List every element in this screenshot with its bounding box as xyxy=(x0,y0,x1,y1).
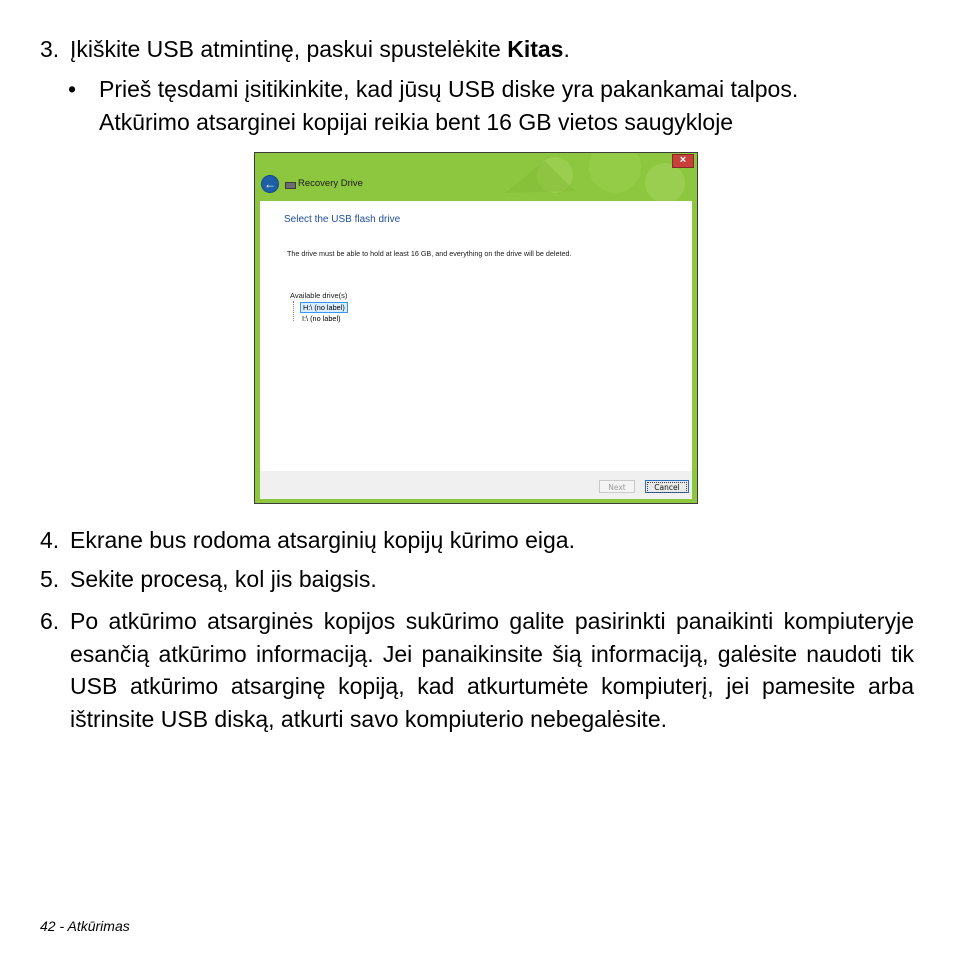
step-3-bold-kitas: Kitas xyxy=(507,36,564,62)
window-decoration-pattern xyxy=(255,153,697,201)
step-3-text-before: Įkiškite USB atmintinę, paskui spustelėkite xyxy=(70,36,508,62)
step-5-text: Sekite procesą, kol jis baigsis. xyxy=(70,566,377,592)
window-title: Recovery Drive xyxy=(298,178,363,189)
recovery-drive-screenshot xyxy=(254,152,698,504)
bullet-marker: • xyxy=(68,76,77,102)
cancel-button[interactable] xyxy=(645,480,689,493)
step-3-text xyxy=(70,33,570,65)
close-icon[interactable]: × xyxy=(672,154,694,168)
back-arrow-icon[interactable]: ← xyxy=(261,175,279,193)
step-6-number: 6. xyxy=(40,608,60,634)
drive-item-h[interactable]: H:\ (no label) xyxy=(300,302,348,313)
next-button[interactable]: Next xyxy=(599,480,635,493)
page-heading: Select the USB flash drive xyxy=(284,214,401,225)
drive-item-i[interactable]: I:\ (no label) xyxy=(302,314,341,323)
bullet-line-1: Prieš tęsdami įsitikinkite, kad jūsų USB diske yra pakankamai talpos. xyxy=(99,76,799,102)
drive-description: The drive must be able to hold at least 16 GB, and everything on the drive will be deleted. xyxy=(287,249,572,258)
step-5-number: 5. xyxy=(40,566,60,592)
available-drives-label: Available drive(s) xyxy=(290,291,348,300)
usb-drive-icon xyxy=(285,182,296,189)
cancel-button-label: Cancel xyxy=(647,482,687,493)
step-3-text-after: . xyxy=(563,36,570,62)
step-4-number: 4. xyxy=(40,527,60,553)
step-3-number: 3. xyxy=(40,36,60,62)
bullet-line-2: Atkūrimo atsarginei kopijai reikia bent 16 GB vietos saugykloje xyxy=(99,109,734,135)
window-content xyxy=(260,201,692,471)
page-footer: 42 - Atkūrimas xyxy=(40,918,130,934)
step-6-text: Po atkūrimo atsarginės kopijos sukūrimo galite pasirinkti panaikinti kompiuteryje esančią atkūrimo informaciją. Jei panaikinsite šią informaciją, galėsite naudoti tik USB atkūrimo atsarginę kopiją, kad atkurtumėte kompiuterį, jei pamesite arba ištrinsite USB diską, atkurti savo kompiuterio nebegalėsite. xyxy=(70,608,914,732)
window-footer xyxy=(260,471,692,499)
step-4-text: Ekrane bus rodoma atsarginių kopijų kūrimo eiga. xyxy=(70,527,575,553)
